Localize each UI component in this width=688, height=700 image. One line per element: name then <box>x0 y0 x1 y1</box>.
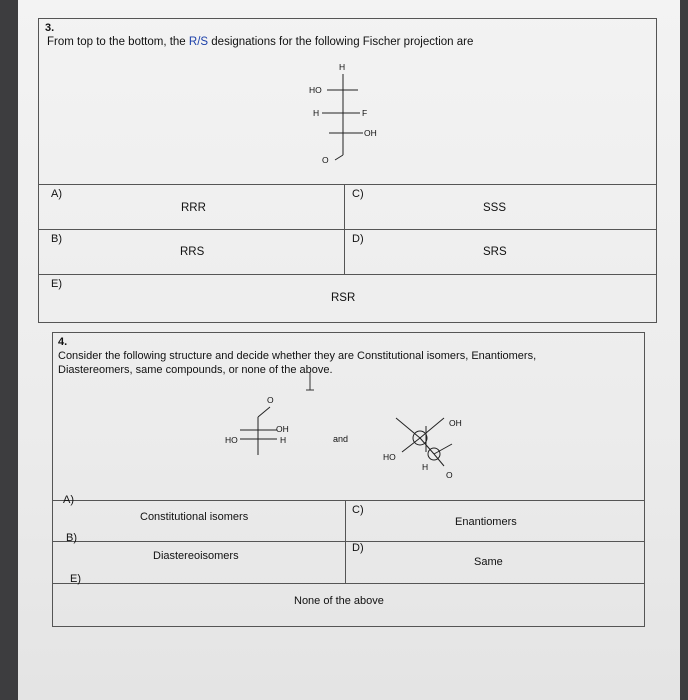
fischer-row1-left: HO <box>309 85 322 95</box>
fischer-top-h: H <box>339 62 346 72</box>
q4-option-b[interactable]: Diastereoisomers <box>153 550 239 562</box>
structure-1-oh: OH <box>276 424 289 434</box>
question-4-prompt-line2: Diastereomers, same compounds, or none of the above. <box>58 364 333 376</box>
structure-2-oh: OH <box>449 418 462 428</box>
q4-grid-line <box>52 583 645 584</box>
structure-1-fischer <box>225 395 305 470</box>
q3-option-d[interactable]: SRS <box>483 246 507 258</box>
question-4-prompt-line1: Consider the following structure and decide whether they are Constitutional isomers, Enantiomers, <box>58 350 537 362</box>
q3-option-c[interactable]: SSS <box>483 202 507 214</box>
q3-option-b[interactable]: RRS <box>180 246 205 258</box>
q3-option-a[interactable]: RRR <box>181 202 206 214</box>
fischer-row2-left: H <box>313 108 320 118</box>
q4-option-d[interactable]: Same <box>474 556 503 568</box>
question-4-number: 4. <box>58 336 68 348</box>
prompt-text-end: designations for the following Fischer projection are <box>208 36 474 48</box>
q3-option-e-letter: E) <box>51 278 62 290</box>
fischer-bottom-o: O <box>322 155 329 165</box>
q4-option-c[interactable]: Enantiomers <box>455 516 517 528</box>
fischer-row3-right: OH <box>364 128 377 138</box>
q4-option-b-letter: B) <box>66 532 77 544</box>
q3-option-a-letter: A) <box>51 188 62 200</box>
q4-option-e-letter: E) <box>70 573 81 585</box>
prompt-highlight: R/S <box>188 36 209 48</box>
q3-grid-line <box>38 184 657 185</box>
q4-option-a[interactable]: Constitutional isomers <box>140 511 249 523</box>
q4-option-a-letter: A) <box>63 494 74 506</box>
q3-option-b-letter: B) <box>51 233 62 245</box>
structure-2-o: O <box>446 470 453 480</box>
s1-carbonyl-bond <box>258 407 270 417</box>
q3-grid-divider <box>344 184 345 274</box>
cursor-mark <box>303 372 317 394</box>
question-3-prompt <box>47 36 473 48</box>
structure-1-ho: HO <box>225 435 238 445</box>
q3-grid-line <box>38 229 657 230</box>
q3-option-d-letter: D) <box>352 233 364 245</box>
q4-grid-line <box>52 541 645 542</box>
structure-2-h: H <box>422 462 429 472</box>
and-label: and <box>333 434 349 444</box>
question-3-number: 3. <box>45 22 55 34</box>
structure-1-h: H <box>280 435 287 445</box>
q3-option-e[interactable]: RSR <box>331 292 356 304</box>
q3-option-c-letter: C) <box>352 188 364 200</box>
structure-2-ho: HO <box>383 452 396 462</box>
q4-option-e[interactable]: None of the above <box>294 595 384 607</box>
fischer-carbonyl-bond <box>335 155 343 160</box>
q4-option-c-letter: C) <box>352 504 364 516</box>
q3-grid-line <box>38 274 657 275</box>
q4-option-d-letter: D) <box>352 542 364 554</box>
prompt-text: From top to the bottom, the <box>47 36 189 48</box>
structure-1-o: O <box>267 395 274 405</box>
q4-grid-line <box>52 500 645 501</box>
q4-grid-divider <box>345 500 346 583</box>
fischer-row2-right: F <box>362 108 368 118</box>
